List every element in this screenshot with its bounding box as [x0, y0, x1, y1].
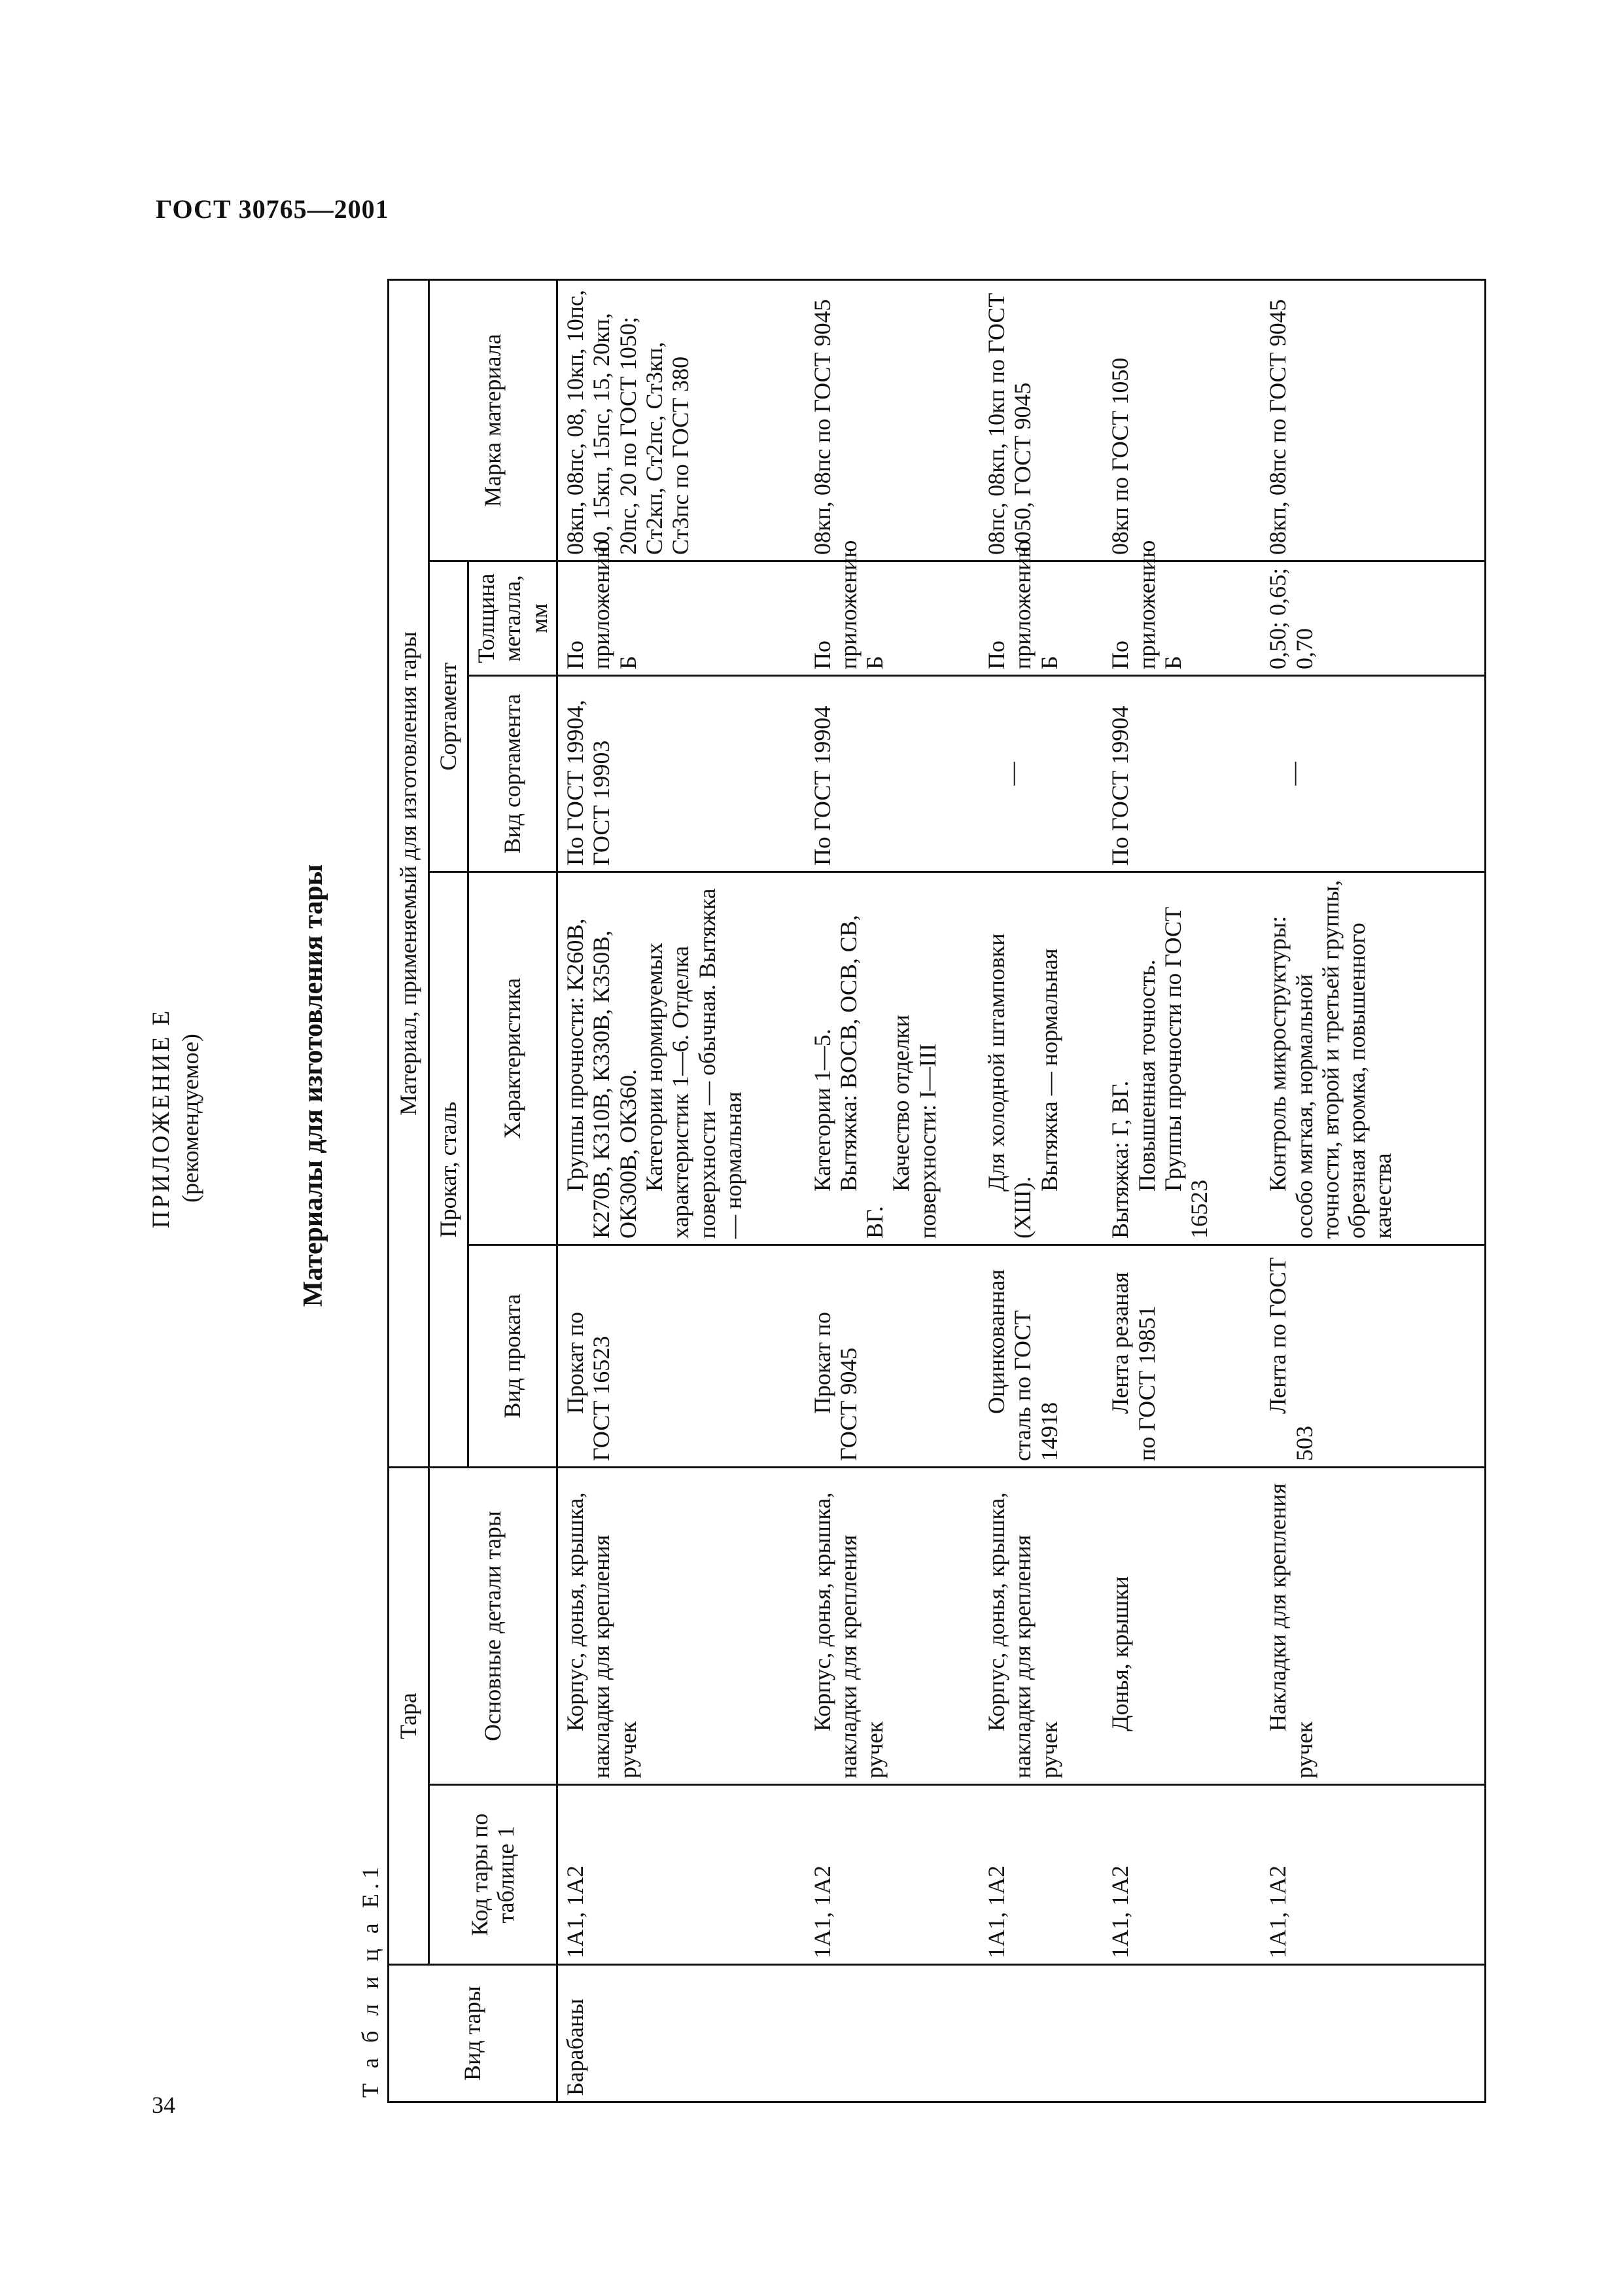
characteristic-line: Контроль микроструктуры: особо мягкая, нормальной точности, второй и третьей группы, обрезная кромка, повышенного качества [1265, 879, 1397, 1239]
cell-characteristic [1261, 872, 1485, 1245]
materials-table [387, 279, 1486, 2103]
cell-assortment-type: — [979, 676, 1104, 872]
cell-code: 1А1, 1А2 [805, 1785, 979, 1965]
cell-characteristic [1103, 872, 1261, 1245]
characteristic-line: Повышенная точность. [1133, 959, 1160, 1192]
characteristic-line: Для холодной штамповки (ХШ). [983, 933, 1036, 1239]
header-tara-group: Тара [389, 1468, 429, 1965]
cell-characteristic [805, 872, 979, 1245]
cell-assortment-type: — [1261, 676, 1485, 872]
cell-thickness: По приложению Б [805, 561, 979, 676]
cell-main-parts: Донья, крышки [1103, 1468, 1261, 1785]
characteristic-line: Вытяжка — нормальная [1036, 948, 1062, 1192]
header-rolled-group: Прокат, сталь [429, 872, 468, 1468]
characteristic-line: Вытяжка: Г, ВГ. [1107, 1080, 1134, 1239]
cell-grade: 08пс, 08кп, 10кп по ГОСТ 1050, ГОСТ 9045 [979, 279, 1104, 561]
header-code: Код тары по таблице 1 [429, 1785, 557, 1965]
cell-code: 1А1, 1А2 [1261, 1785, 1485, 1965]
cell-assortment-type: По ГОСТ 19904 [805, 676, 979, 872]
cell-container-type [979, 1965, 1104, 2102]
cell-rolled-type: Прокат по ГОСТ 16523 [557, 1245, 805, 1468]
characteristic-line: Группы прочности: К260В, К270В, К310В, К330В, К350В, ОК300В, ОК360. [561, 918, 641, 1239]
cell-rolled-type: Лента по ГОСТ 503 [1261, 1245, 1485, 1468]
table-caption: Т а б л и ц а Е.1 [357, 1862, 383, 2098]
cell-main-parts: Корпус, донья, крышка, накладки для крепления ручек [805, 1468, 979, 1785]
cell-container-type [1103, 1965, 1261, 2102]
header-main-parts: Основные детали тары [429, 1468, 557, 1785]
document-header: ГОСТ 30765—2001 [156, 194, 389, 224]
header-assortment-type: Вид сортамента [468, 676, 557, 872]
characteristic-line: Вытяжка: ВОСВ, ОСВ, СВ, ВГ. [835, 915, 888, 1239]
appendix-heading [147, 726, 204, 1511]
cell-characteristic [979, 872, 1104, 1245]
cell-characteristic [557, 872, 805, 1245]
table-row [1261, 279, 1485, 2102]
cell-rolled-type: Лента резаная по ГОСТ 19851 [1103, 1245, 1261, 1468]
table-row [979, 279, 1104, 2102]
header-rolled-type: Вид проката [468, 1245, 557, 1468]
cell-container-type [805, 1965, 979, 2102]
header-characteristic: Характеристика [468, 872, 557, 1245]
table-row [557, 279, 805, 2102]
cell-container-type [1261, 1965, 1485, 2102]
cell-thickness: По приложению Б [1103, 561, 1261, 676]
cell-thickness: По приложению Б [557, 561, 805, 676]
cell-assortment-type: По ГОСТ 19904, ГОСТ 19903 [557, 676, 805, 872]
cell-main-parts: Корпус, донья, крышка, накладки для крепления ручек [557, 1468, 805, 1785]
cell-main-parts: Корпус, донья, крышка, накладки для крепления ручек [979, 1468, 1104, 1785]
cell-thickness: По приложению Б [979, 561, 1104, 676]
appendix-title: ПРИЛОЖЕНИЕ Е [148, 1008, 175, 1229]
cell-code: 1А1, 1А2 [1103, 1785, 1261, 1965]
characteristic-line: Качество отделки поверхности: I—III [888, 1014, 941, 1239]
cell-grade: 08кп, 08пс, 08, 10кп, 10пс, 10, 15кп, 15пс, 15, 20кп, 20пс, 20 по ГОСТ 1050; Ст2кп, Ст2пс, Ст3кп, Ст3пс по ГОСТ 380 [557, 279, 805, 561]
header-assortment-group: Сортамент [429, 561, 468, 872]
cell-code: 1А1, 1А2 [979, 1785, 1104, 1965]
page-number: 34 [152, 2092, 175, 2118]
document-title: Материалы для изготовления тары [298, 864, 328, 1307]
characteristic-line: Категории 1—5. [809, 1029, 835, 1192]
cell-container-type: Барабаны [557, 1965, 805, 2102]
cell-rolled-type: Прокат по ГОСТ 9045 [805, 1245, 979, 1468]
characteristic-line: Группы прочности по ГОСТ 16523 [1160, 907, 1213, 1239]
appendix-subtitle: (рекомендуемое) [177, 1034, 203, 1203]
cell-main-parts: Накладки для крепления ручек [1261, 1468, 1485, 1785]
cell-thickness: 0,50; 0,65; 0,70 [1261, 561, 1485, 676]
table-row [805, 279, 979, 2102]
header-thickness: Толщина металла, мм [468, 561, 557, 676]
cell-grade: 08кп, 08пс по ГОСТ 9045 [805, 279, 979, 561]
header-material-group: Материал, применяемый для изготовления тары [389, 279, 429, 1467]
header-container-type: Вид тары [389, 1965, 557, 2102]
table-row [1103, 279, 1261, 2102]
cell-code: 1А1, 1А2 [557, 1785, 805, 1965]
cell-grade: 08кп, 08пс по ГОСТ 9045 [1261, 279, 1485, 561]
cell-assortment-type: По ГОСТ 19904 [1103, 676, 1261, 872]
cell-rolled-type: Оцинкованная сталь по ГОСТ 14918 [979, 1245, 1104, 1468]
cell-grade: 08кп по ГОСТ 1050 [1103, 279, 1261, 561]
characteristic-line: Категории нормируемых характеристик 1—6. Отделка поверхности — обычная. Вытяжка — нормальная [640, 888, 746, 1239]
header-grade: Марка материала [429, 279, 557, 561]
